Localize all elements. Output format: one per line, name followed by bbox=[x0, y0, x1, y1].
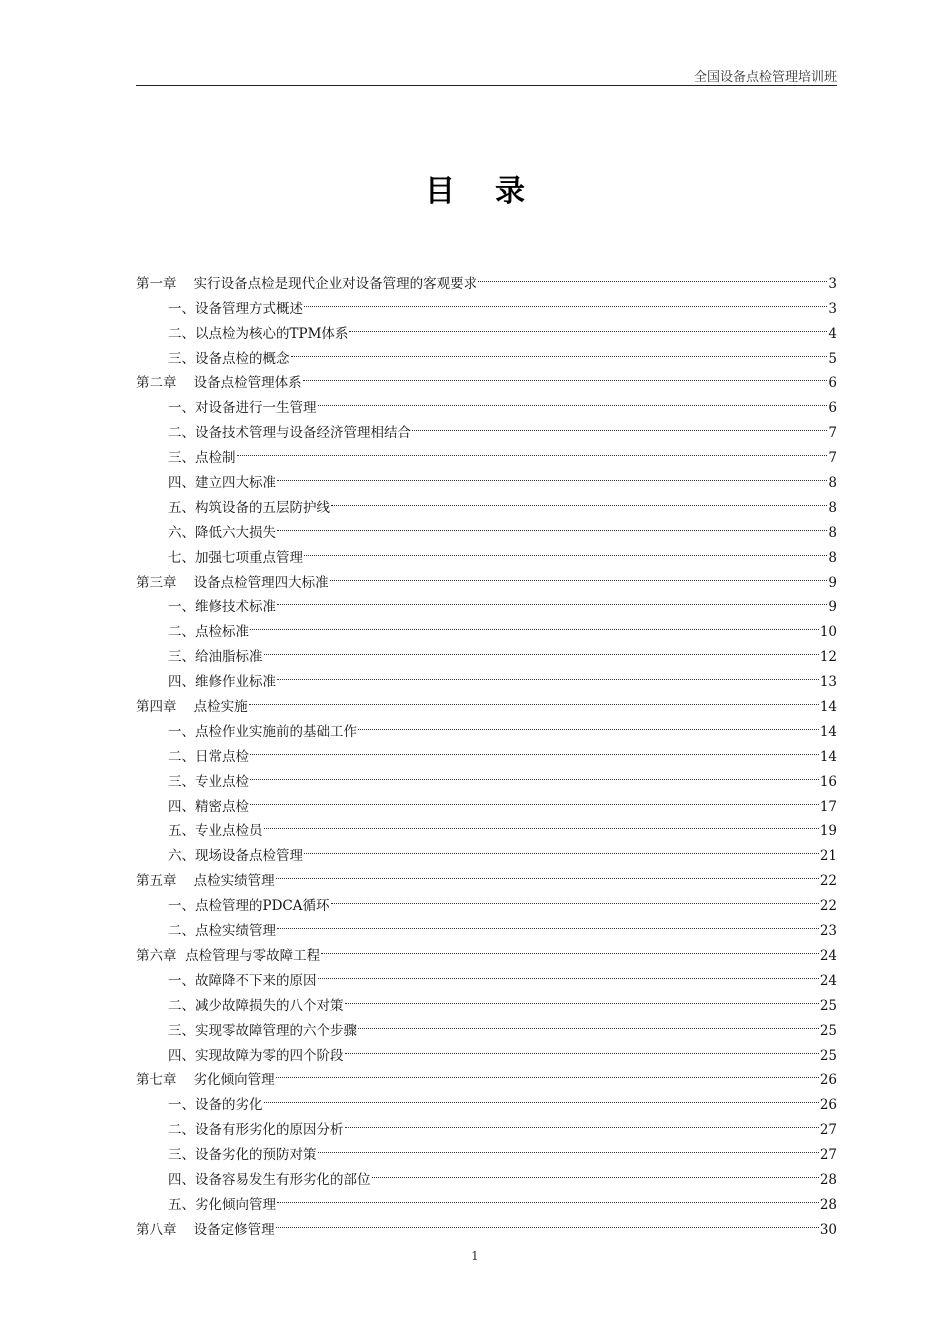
toc-page-number: 27 bbox=[819, 1122, 837, 1139]
table-of-contents bbox=[136, 263, 837, 1238]
document-title: 目录 bbox=[425, 174, 565, 209]
toc-entry-title: 第八章 设备定修管理 bbox=[136, 1221, 275, 1238]
toc-page-number: 14 bbox=[819, 748, 837, 765]
toc-page-number: 8 bbox=[828, 499, 837, 516]
toc-entry-title: 三、设备点检的概念 bbox=[168, 350, 290, 367]
toc-dot-leader bbox=[345, 1035, 819, 1060]
toc-entry-title: 二、减少故障损失的八个对策 bbox=[168, 997, 344, 1014]
toc-dot-leader bbox=[264, 811, 819, 836]
toc-dot-leader bbox=[276, 1060, 819, 1085]
toc-page-number: 21 bbox=[819, 848, 837, 865]
toc-dot-leader bbox=[237, 437, 828, 462]
toc-dot-leader bbox=[318, 960, 819, 985]
toc-page-number: 9 bbox=[828, 574, 837, 591]
toc-section-entry[interactable] bbox=[136, 462, 837, 492]
toc-page-number: 7 bbox=[828, 450, 837, 467]
toc-entry-title: 第二章 设备点检管理体系 bbox=[136, 375, 302, 392]
toc-entry-title: 一、设备的劣化 bbox=[168, 1097, 263, 1114]
toc-page-number: 13 bbox=[819, 674, 837, 691]
toc-page-number: 8 bbox=[828, 475, 837, 492]
toc-section-entry[interactable] bbox=[136, 437, 837, 467]
toc-entry-title: 三、点检制 bbox=[168, 450, 236, 467]
toc-page-number: 23 bbox=[819, 923, 837, 940]
toc-dot-leader bbox=[358, 711, 819, 736]
toc-entry-title: 一、设备管理方式概述 bbox=[168, 300, 303, 317]
toc-page-number: 24 bbox=[819, 972, 837, 989]
toc-page-number: 14 bbox=[819, 699, 837, 716]
toc-chapter-entry[interactable] bbox=[136, 263, 837, 292]
toc-dot-leader bbox=[358, 1010, 819, 1035]
toc-entry-title: 一、维修技术标准 bbox=[168, 599, 276, 616]
toc-dot-leader bbox=[264, 1084, 819, 1109]
toc-dot-leader bbox=[250, 761, 819, 786]
toc-entry-title: 三、实现零故障管理的六个步骤 bbox=[168, 1022, 357, 1039]
toc-entry-title: 四、精密点检 bbox=[168, 798, 249, 815]
toc-dot-leader bbox=[304, 835, 819, 860]
toc-entry-title: 四、维修作业标准 bbox=[168, 674, 276, 691]
toc-entry-title: 五、构筑设备的五层防护线 bbox=[168, 499, 330, 516]
toc-entry-title: 六、现场设备点检管理 bbox=[168, 848, 303, 865]
toc-page-number: 28 bbox=[819, 1196, 837, 1213]
toc-page-number: 19 bbox=[819, 823, 837, 840]
toc-entry-title: 二、设备技术管理与设备经济管理相结合 bbox=[168, 425, 411, 442]
header-title: 全国设备点检管理培训班 bbox=[693, 70, 837, 85]
toc-dot-leader bbox=[304, 288, 827, 313]
toc-dot-leader bbox=[345, 985, 819, 1010]
toc-entry-title: 三、给油脂标准 bbox=[168, 649, 263, 666]
toc-dot-leader bbox=[349, 313, 827, 338]
toc-page-number: 30 bbox=[819, 1221, 837, 1238]
toc-dot-leader bbox=[330, 562, 828, 587]
toc-dot-leader bbox=[277, 587, 827, 612]
toc-entry-title: 三、设备劣化的预防对策 bbox=[168, 1147, 317, 1164]
toc-page-number: 25 bbox=[819, 1022, 837, 1039]
toc-dot-leader bbox=[331, 885, 819, 910]
toc-page-number: 25 bbox=[819, 997, 837, 1014]
toc-page-number: 22 bbox=[819, 898, 837, 915]
toc-dot-leader bbox=[345, 1109, 819, 1134]
toc-page-number: 10 bbox=[819, 624, 837, 641]
toc-entry-title: 三、专业点检 bbox=[168, 773, 249, 790]
toc-entry-title: 第四章 点检实施 bbox=[136, 699, 248, 716]
toc-page-number: 6 bbox=[828, 375, 837, 392]
toc-page-number: 4 bbox=[828, 325, 837, 342]
toc-entry-title: 第六章 点检管理与零故障工程 bbox=[136, 947, 321, 964]
toc-dot-leader bbox=[250, 786, 819, 811]
toc-entry-title: 第七章 劣化倾向管理 bbox=[136, 1072, 275, 1089]
toc-page-number: 8 bbox=[828, 549, 837, 566]
toc-entry-title: 五、劣化倾向管理 bbox=[168, 1196, 276, 1213]
toc-dot-leader bbox=[277, 462, 827, 487]
toc-dot-leader bbox=[276, 1209, 819, 1234]
toc-dot-leader bbox=[277, 661, 819, 686]
toc-dot-leader bbox=[249, 686, 819, 711]
toc-dot-leader bbox=[331, 487, 827, 512]
toc-entry-title: 一、对设备进行一生管理 bbox=[168, 400, 317, 417]
toc-dot-leader bbox=[372, 1159, 819, 1184]
toc-dot-leader bbox=[321, 935, 819, 960]
toc-entry-title: 六、降低六大损失 bbox=[168, 524, 276, 541]
toc-page-number: 12 bbox=[819, 649, 837, 666]
toc-dot-leader bbox=[277, 512, 827, 537]
toc-dot-leader bbox=[478, 263, 827, 288]
toc-page-number: 22 bbox=[819, 873, 837, 890]
toc-page-number: 6 bbox=[828, 400, 837, 417]
toc-page-number: 9 bbox=[828, 599, 837, 616]
toc-entry-title: 七、加强七项重点管理 bbox=[168, 549, 303, 566]
header-divider bbox=[136, 85, 837, 86]
toc-entry-title: 二、设备有形劣化的原因分析 bbox=[168, 1122, 344, 1139]
toc-page-number: 24 bbox=[819, 947, 837, 964]
toc-page-number: 26 bbox=[819, 1097, 837, 1114]
toc-entry-title: 一、点检管理的PDCA循环 bbox=[168, 898, 330, 915]
toc-dot-leader bbox=[277, 1184, 819, 1209]
toc-entry-title: 二、以点检为核心的TPM体系 bbox=[168, 325, 349, 342]
toc-page-number: 3 bbox=[828, 300, 837, 317]
toc-entry-title: 第一章 实行设备点检是现代企业对设备管理的客观要求 bbox=[136, 275, 478, 292]
toc-dot-leader bbox=[318, 387, 828, 412]
toc-page-number: 26 bbox=[819, 1072, 837, 1089]
toc-dot-leader bbox=[250, 611, 819, 636]
toc-dot-leader bbox=[291, 338, 828, 363]
toc-entry-title: 四、建立四大标准 bbox=[168, 475, 276, 492]
toc-entry-title: 二、点检标准 bbox=[168, 624, 249, 641]
toc-dot-leader bbox=[412, 412, 827, 437]
toc-entry-title: 二、日常点检 bbox=[168, 748, 249, 765]
toc-entry-title: 二、点检实绩管理 bbox=[168, 923, 276, 940]
toc-dot-leader bbox=[303, 363, 828, 388]
toc-entry-title: 一、点检作业实施前的基础工作 bbox=[168, 723, 357, 740]
toc-dot-leader bbox=[276, 860, 819, 885]
toc-dot-leader bbox=[277, 910, 819, 935]
toc-page-number: 17 bbox=[819, 798, 837, 815]
toc-page-number: 14 bbox=[819, 723, 837, 740]
toc-entry-title: 四、实现故障为零的四个阶段 bbox=[168, 1047, 344, 1064]
toc-page-number: 8 bbox=[828, 524, 837, 541]
toc-page-number: 16 bbox=[819, 773, 837, 790]
toc-entry-title: 第三章 设备点检管理四大标准 bbox=[136, 574, 329, 591]
toc-entry-title: 一、故障降不下来的原因 bbox=[168, 972, 317, 989]
toc-dot-leader bbox=[304, 537, 827, 562]
toc-dot-leader bbox=[264, 636, 819, 661]
toc-page-number: 27 bbox=[819, 1147, 837, 1164]
toc-page-number: 7 bbox=[828, 425, 837, 442]
toc-dot-leader bbox=[250, 736, 819, 761]
toc-page-number: 5 bbox=[828, 350, 837, 367]
toc-entry-title: 四、设备容易发生有形劣化的部位 bbox=[168, 1171, 371, 1188]
toc-page-number: 3 bbox=[828, 275, 837, 292]
toc-page-number: 28 bbox=[819, 1171, 837, 1188]
toc-entry-title: 五、专业点检员 bbox=[168, 823, 263, 840]
toc-dot-leader bbox=[318, 1134, 819, 1159]
toc-page-number: 25 bbox=[819, 1047, 837, 1064]
toc-entry-title: 第五章 点检实绩管理 bbox=[136, 873, 275, 890]
page-number: 1 bbox=[471, 1249, 479, 1263]
